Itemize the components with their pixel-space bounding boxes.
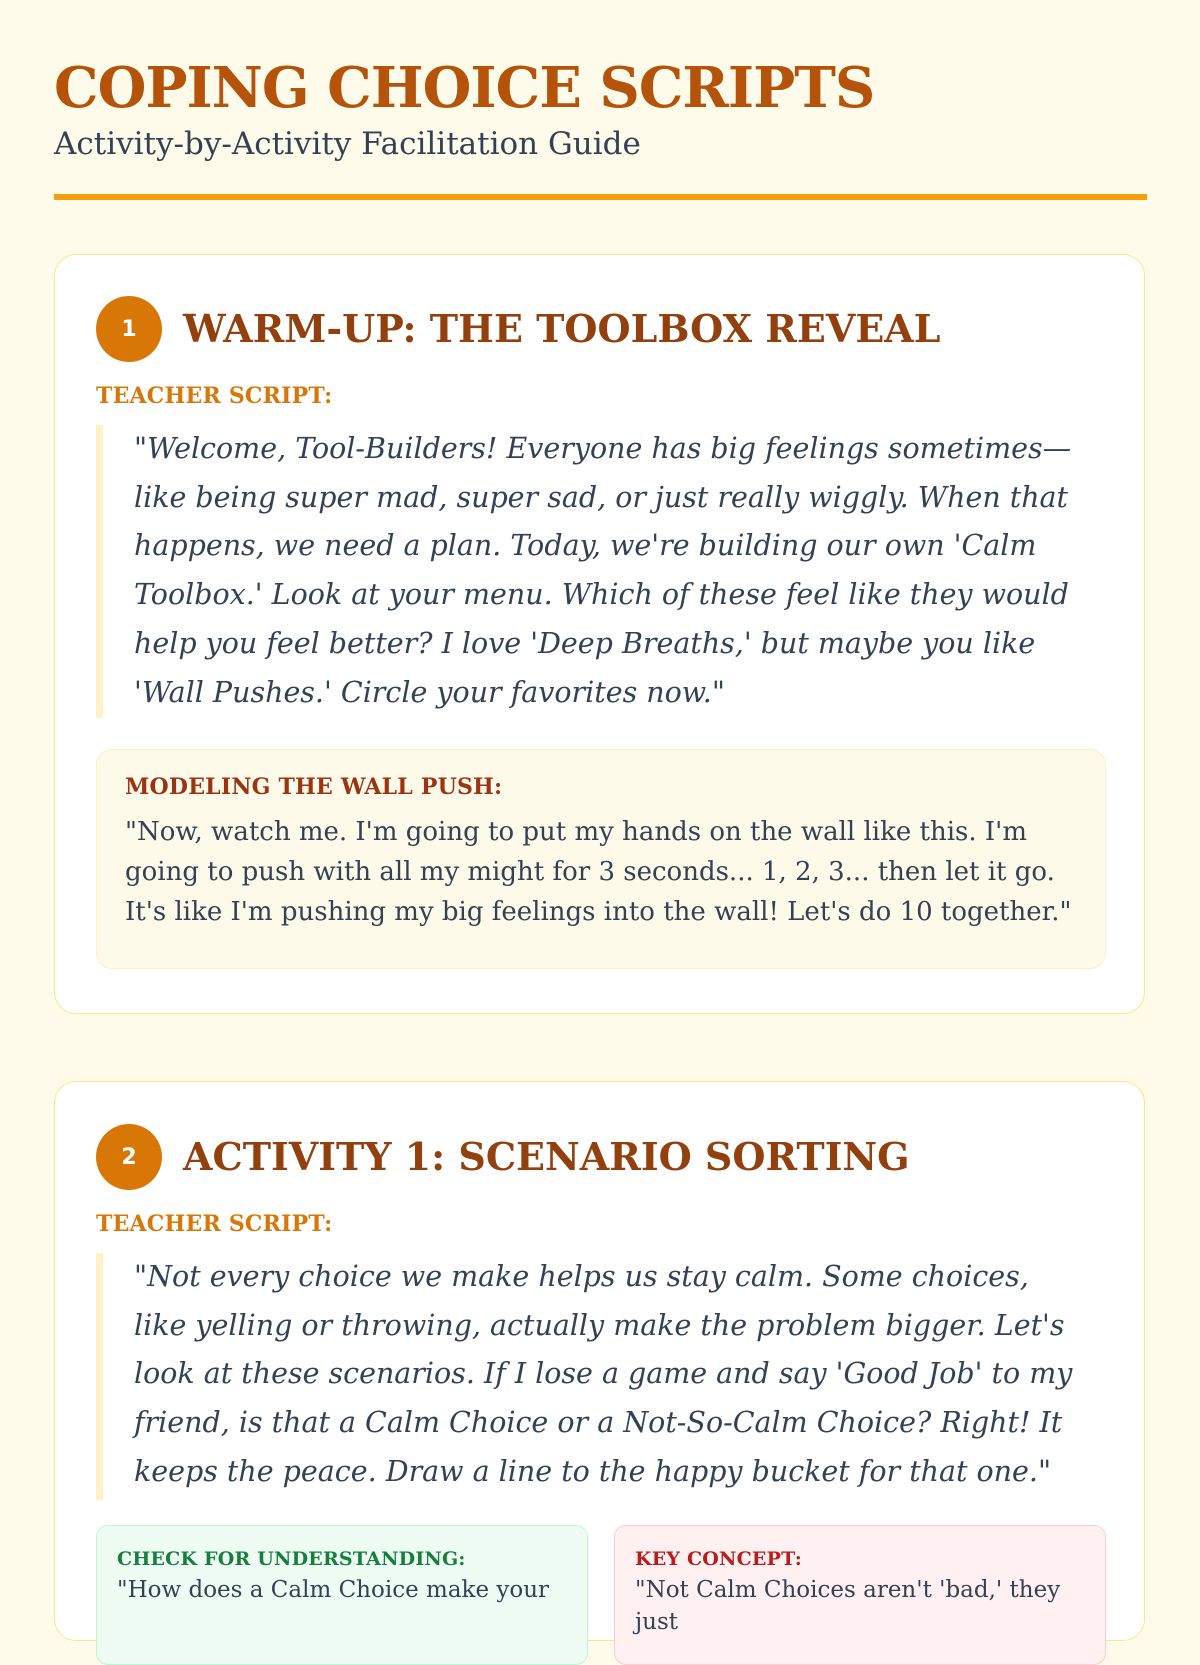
check-for-understanding-text: "How does a Calm Choice make your	[117, 1577, 550, 1603]
teacher-script-quote	[96, 1253, 1086, 1500]
section-card-warm-up	[54, 254, 1145, 1014]
step-number-badge: 1	[96, 296, 162, 362]
section-card-scenario-sorting	[54, 1081, 1145, 1641]
teacher-script-text: "Not every choice we make helps us stay calm. Some choices, like yelling or throwing, actually make the problem bigger. Let's look at these scenarios. If I lose a game and say 'Good Job' to my friend, is that a Calm Choice or a Not-So-Calm Choice? Right! It keeps the peace. Draw a line to the happy bucket for that one."	[134, 1260, 1073, 1488]
modeling-note-label: MODELING THE WALL PUSH:	[125, 774, 503, 800]
modeling-note-text: "Now, watch me. I'm going to put my hands on the wall like this. I'm going to push with all my might for 3 seconds... 1, 2, 3... then let it go. It's like I'm pushing my big feelings into the wall! Let's do 10 together."	[125, 817, 1072, 927]
page-title: COPING CHOICE SCRIPTS	[54, 55, 875, 121]
check-for-understanding-box	[96, 1525, 588, 1665]
header-divider	[54, 194, 1147, 200]
section-title: ACTIVITY 1: SCENARIO SORTING	[183, 1134, 910, 1179]
check-for-understanding-label: CHECK FOR UNDERSTANDING:	[117, 1548, 466, 1570]
section-title: WARM-UP: THE TOOLBOX REVEAL	[183, 306, 941, 351]
key-concept-text: "Not Calm Choices aren't 'bad,' they just	[635, 1577, 1061, 1635]
page-header	[54, 52, 1147, 164]
teacher-script-quote	[96, 425, 1086, 718]
step-number-badge: 2	[96, 1124, 162, 1190]
key-concept-label: KEY CONCEPT:	[635, 1548, 802, 1570]
teacher-script-label: TEACHER SCRIPT:	[96, 1211, 333, 1237]
teacher-script-label: TEACHER SCRIPT:	[96, 383, 333, 409]
key-concept-box	[614, 1525, 1106, 1665]
teacher-script-text: "Welcome, Tool-Builders! Everyone has big feelings sometimes—like being super mad, super sad, or just really wiggly. When that happens, we need a plan. Today, we're building our own 'Calm Toolbox.' Look at your menu. Which of these feel like they would help you feel better? I love 'Deep Breaths,' but maybe you like 'Wall Pushes.' Circle your favorites now."	[134, 432, 1072, 709]
page-subtitle: Activity-by-Activity Facilitation Guide	[54, 126, 641, 162]
modeling-note-box	[96, 749, 1106, 969]
